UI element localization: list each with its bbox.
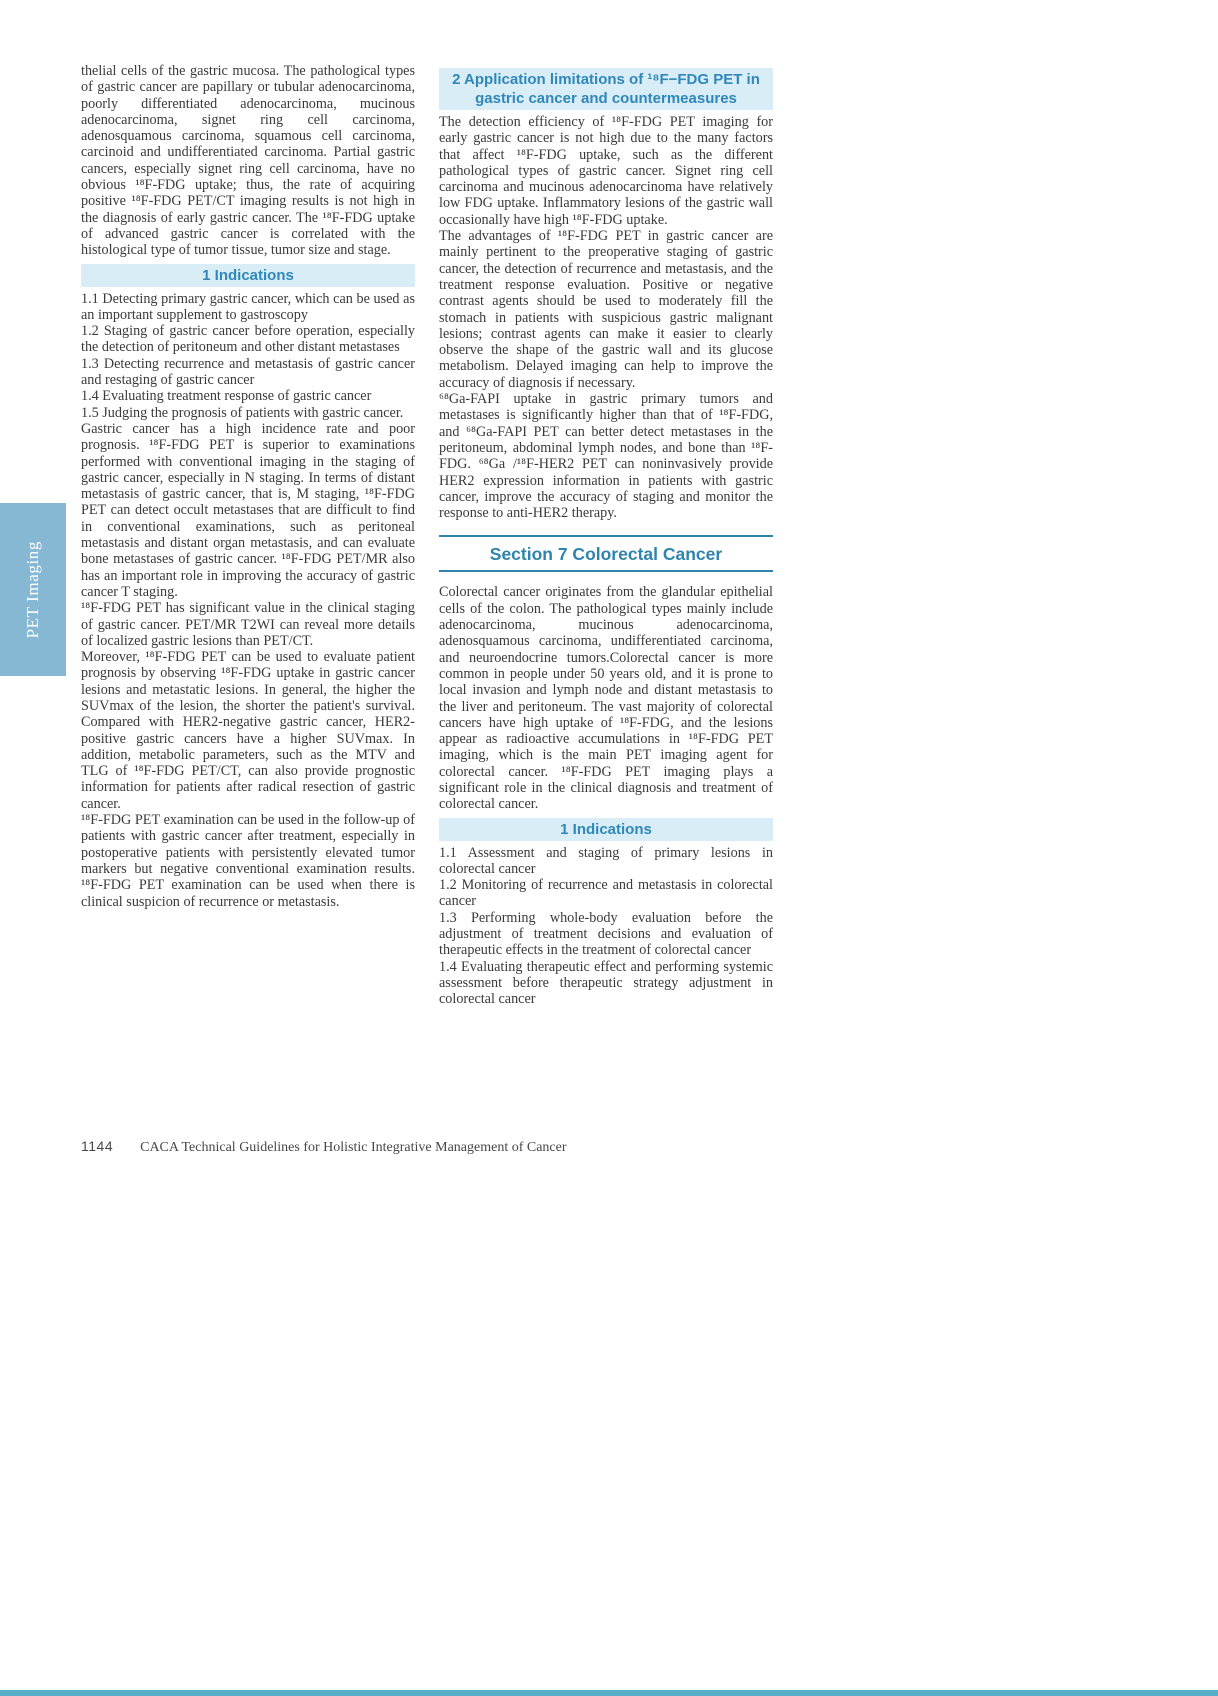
sidebar-tab-label: PET Imaging	[23, 540, 42, 639]
paragraph: ¹⁸F-FDG PET examination can be used in the follow-up of patients with gastric cancer after treatment, especially in postoperative patients with persistently elevated tumor markers but negative conventional examination results. ¹⁸F-FDG PET examination can be used when there is clinical suspicion of recurrence or metastasis.	[81, 812, 415, 910]
left-column	[81, 63, 415, 1008]
paragraph: 1.5 Judging the prognosis of patients with gastric cancer.	[81, 404, 404, 421]
paragraph: 1.4 Evaluating therapeutic effect and performing systemic assessment before therapeutic strategy adjustment in colorectal cancer	[439, 958, 773, 1008]
page-footer	[81, 1138, 567, 1156]
paragraph: 1.4 Evaluating treatment response of gastric cancer	[81, 388, 372, 405]
subheading: 1 Indications	[439, 818, 773, 841]
right-column	[439, 63, 773, 1008]
page-content	[81, 63, 773, 1008]
paragraph: ¹⁸F-FDG PET has significant value in the clinical staging of gastric cancer. PET/MR T2WI can reveal more details of localized gastric lesions than PET/CT.	[81, 600, 415, 649]
subheading: 2 Application limitations of ¹⁸F−FDG PET in gastric cancer and countermeasures	[439, 68, 773, 110]
section-heading: Section 7 Colorectal Cancer	[439, 535, 773, 572]
paragraph: 1.1 Detecting primary gastric cancer, which can be used as an important supplement to gastroscopy	[81, 290, 415, 323]
page-number: 1144	[81, 1138, 114, 1154]
paragraph: 1.2 Staging of gastric cancer before operation, especially the detection of peritoneum and other distant metastases	[81, 323, 415, 356]
paragraph: Gastric cancer has a high incidence rate and poor prognosis. ¹⁸F-FDG PET is superior to examinations performed with conventional imaging in the staging of gastric cancer, especially in N staging. In terms of distant metastasis of gastric cancer, that is, M staging, ¹⁸F-FDG PET can detect occult metastases that are difficult to find in conventional examinations, such as peritoneal metastasis and distant organ metastasis, and can evaluate bone metastases of gastric cancer. ¹⁸F-FDG PET/MR also has an important role in improving the accuracy of gastric cancer T staging.	[81, 420, 415, 600]
paragraph: The detection efficiency of ¹⁸F-FDG PET imaging for early gastric cancer is not high due to the many factors that affect ¹⁸F-FDG uptake, such as the different pathological types of gastric cancer. Signet ring cell carcinoma and mucinous adenocarcinoma have relatively low FDG uptake. Inflammatory lesions of the gastric wall occasionally have high ¹⁸F-FDG uptake.	[439, 114, 773, 228]
paragraph: ⁶⁸Ga-FAPI uptake in gastric primary tumors and metastases is significantly higher than that of ¹⁸F-FDG, and ⁶⁸Ga-FAPI PET can better detect metastases in the peritoneum, abdominal lymph nodes, and bone than ¹⁸F-FDG. ⁶⁸Ga /¹⁸F-HER2 PET can noninvasively provide HER2 expression information in patients with gastric cancer, improve the accuracy of staging and monitor the response to anti-HER2 therapy.	[439, 391, 773, 522]
paragraph: 1.1 Assessment and staging of primary lesions in colorectal cancer	[439, 844, 773, 877]
paragraph: Moreover, ¹⁸F-FDG PET can be used to evaluate patient prognosis by observing ¹⁸F-FDG uptake in gastric cancer lesions and metastatic lesions. In general, the higher the SUVmax of the lesion, the shorter the patient's survival. Compared with HER2-negative gastric cancer, HER2-positive gastric cancers have a higher SUVmax. In addition, metabolic parameters, such as the MTV and TLG of ¹⁸F-FDG PET/CT, can also provide prognostic information for patients after radical resection of gastric cancer.	[81, 649, 415, 812]
paragraph: 1.2 Monitoring of recurrence and metastasis in colorectal cancer	[439, 877, 773, 910]
footer-title: CACA Technical Guidelines for Holistic Integrative Management of Cancer	[140, 1140, 567, 1155]
bottom-edge-strip	[0, 1690, 1218, 1696]
paragraph: The advantages of ¹⁸F-FDG PET in gastric cancer are mainly pertinent to the preoperative staging of gastric cancer, the detection of recurrence and metastasis, and the treatment response evaluation. Positive or negative contrast agents should be used to moderately fill the stomach in patients with suspicious gastric malignant lesions; contrast agents can make it easier to clearly observe the shape of the gastric wall and its glucose metabolism. Delayed imaging can help to improve the accuracy of diagnosis if necessary.	[439, 228, 773, 391]
paragraph: thelial cells of the gastric mucosa. The pathological types of gastric cancer are papillary or tubular adenocarcinoma, poorly differentiated adenocarcinoma, mucinous adenocarcinoma, signet ring cell carcinoma, adenosquamous carcinoma, squamous cell carcinoma, carcinoid and undifferentiated carcinoma. Partial gastric cancers, especially signet ring cell carcinoma, have no obvious ¹⁸F-FDG uptake; thus, the rate of acquiring positive ¹⁸F-FDG PET/CT imaging results is not high in the diagnosis of early gastric cancer. The ¹⁸F-FDG uptake of advanced gastric cancer is correlated with the histological type of tumor tissue, tumor size and stage.	[81, 63, 415, 259]
sidebar-tab-pet-imaging	[0, 503, 66, 676]
paragraph: 1.3 Performing whole-body evaluation before the adjustment of treatment decisions and evaluation of therapeutic effects in the treatment of colorectal cancer	[439, 909, 773, 959]
subheading: 1 Indications	[81, 264, 415, 287]
paragraph: Colorectal cancer originates from the glandular epithelial cells of the colon. The pathological types mainly include adenocarcinoma, mucinous adenocarcinoma, adenosquamous carcinoma, undifferentiated carcinoma, and neuroendocrine tumors.Colorectal cancer is more common in people under 50 years old, and it is prone to local invasion and lymph node and distant metastasis to the liver and peritoneum. The vast majority of colorectal cancers have high uptake of ¹⁸F-FDG, and the lesions appear as radioactive accumulations in ¹⁸F-FDG PET imaging, which is the main PET imaging agent for colorectal cancer. ¹⁸F-FDG PET imaging plays a significant role in the clinical diagnosis and treatment of colorectal cancer.	[439, 584, 773, 813]
paragraph: 1.3 Detecting recurrence and metastasis of gastric cancer and restaging of gastric cancer	[81, 355, 415, 389]
